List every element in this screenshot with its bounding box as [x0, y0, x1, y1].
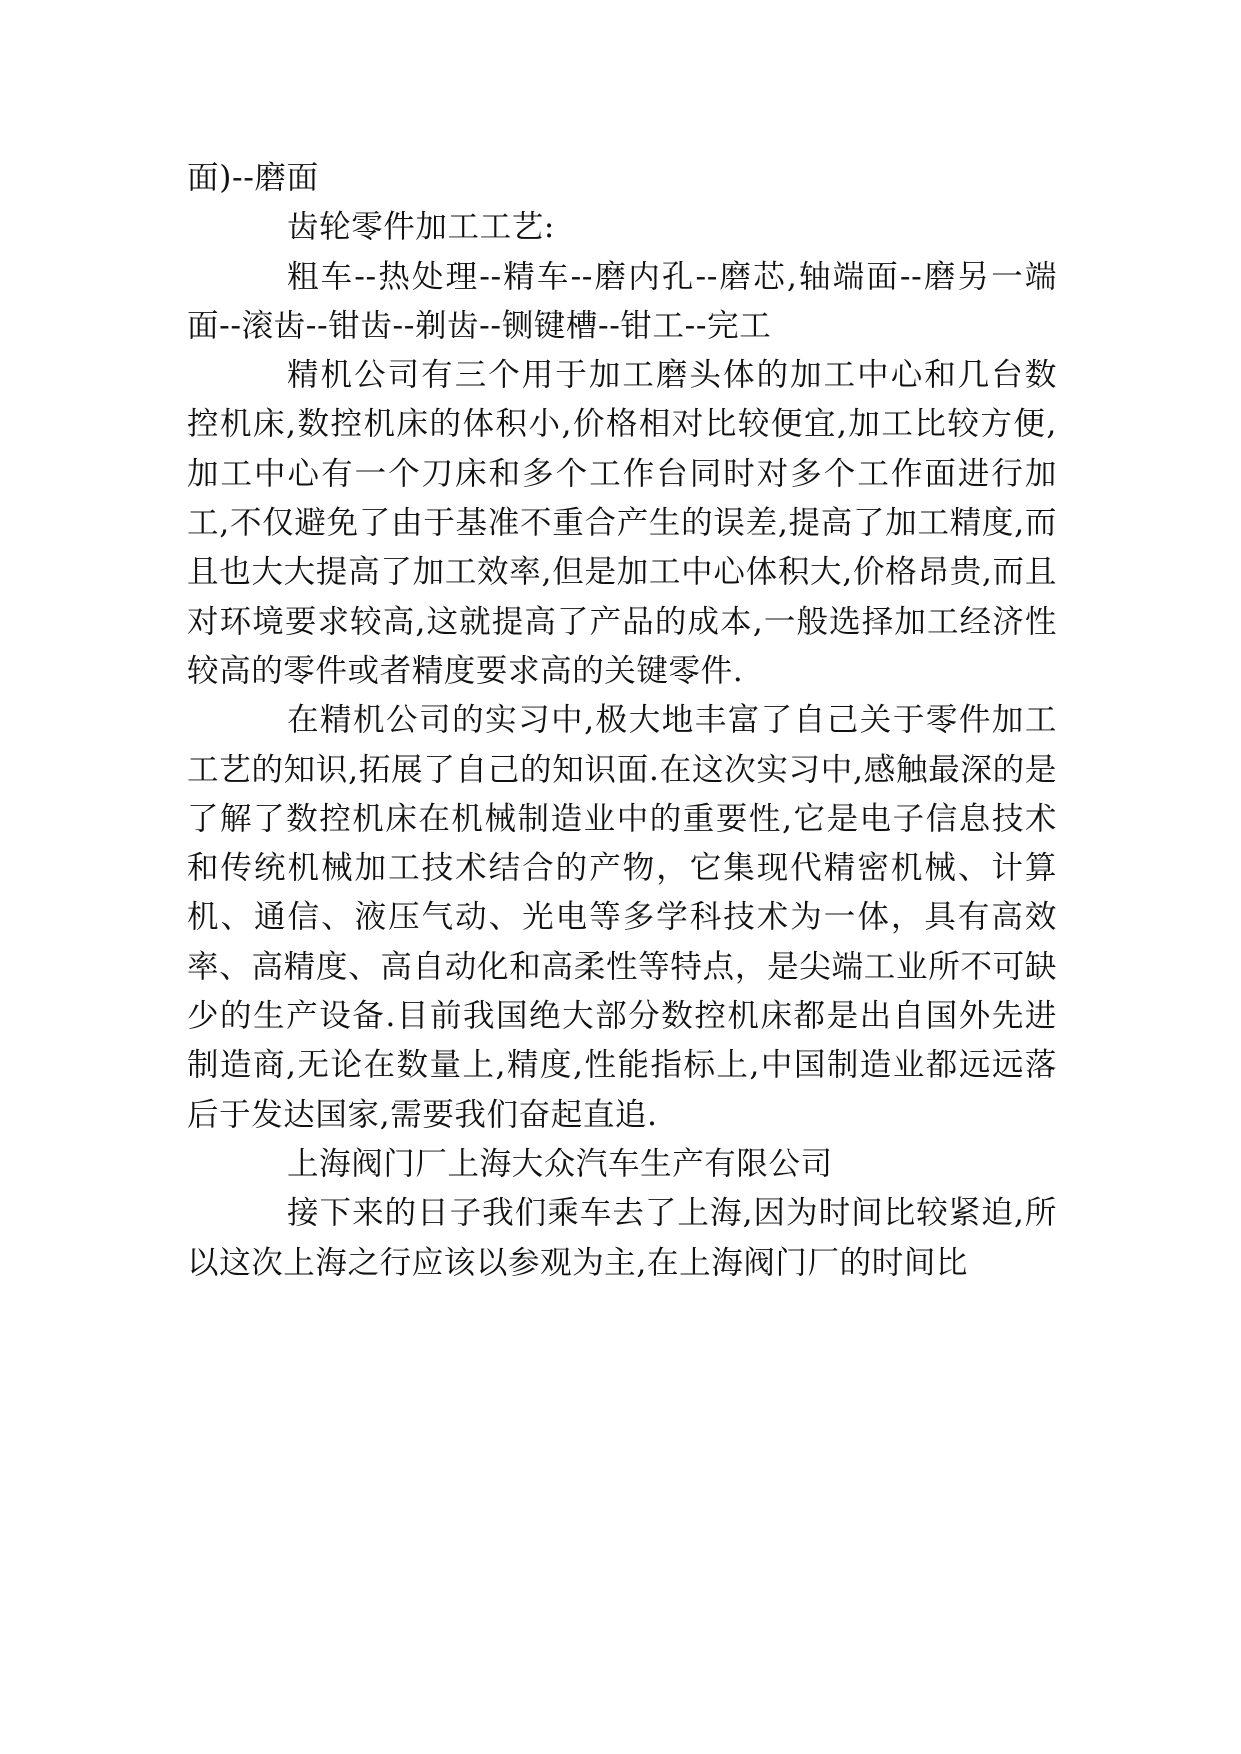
- paragraph-continuation: 面)--磨面: [187, 160, 319, 196]
- paragraph-gear-process-steps: 粗车--热处理--精车--磨内孔--磨芯,轴端面--磨另一端面--滚齿--钳齿--剃齿--铡键槽--钳工--完工: [187, 258, 1057, 344]
- paragraph-shanghai-visit: 接下来的日子我们乘车去了上海,因为时间比较紧迫,所以这次上海之行应该以参观为主,在上海阀门厂的时间比: [187, 1195, 1057, 1281]
- paragraph-section-heading-shanghai: 上海阀门厂上海大众汽车生产有限公司: [287, 1145, 833, 1182]
- document-body: [187, 154, 1057, 1288]
- paragraph-gear-process-heading: 齿轮零件加工工艺:: [287, 209, 556, 246]
- paragraph-machining-center: 精机公司有三个用于加工磨头体的加工中心和几台数控机床,数控机床的体积小,价格相对比较便宜,加工比较方便,加工中心有一个刀床和多个工作台同时对多个工作面进行加工,不仅避免了由于基准不重合产生的误差,提高了加工精度,而且也大大提高了加工效率,但是加工中心体积大,价格昂贵,而且对环境要求较高,这就提高了产品的成本,一般选择加工经济性较高的零件或者精度要求高的关键零件.: [187, 357, 1057, 689]
- paragraph-internship-reflection: 在精机公司的实习中,极大地丰富了自己关于零件加工工艺的知识,拓展了自己的知识面.在这次实习中,感触最深的是了解了数控机床在机械制造业中的重要性,它是电子信息技术和传统机械加工技术结合的产物，它集现代精密机械、计算机、通信、液压气动、光电等多学科技术为一体，具有高效率、高精度、高自动化和高柔性等特点，是尖端工业所不可缺少的生产设备.目前我国绝大部分数控机床都是出自国外先进制造商,无论在数量上,精度,性能指标上,中国制造业都远远落后于发达国家,需要我们奋起直追.: [187, 702, 1057, 1133]
